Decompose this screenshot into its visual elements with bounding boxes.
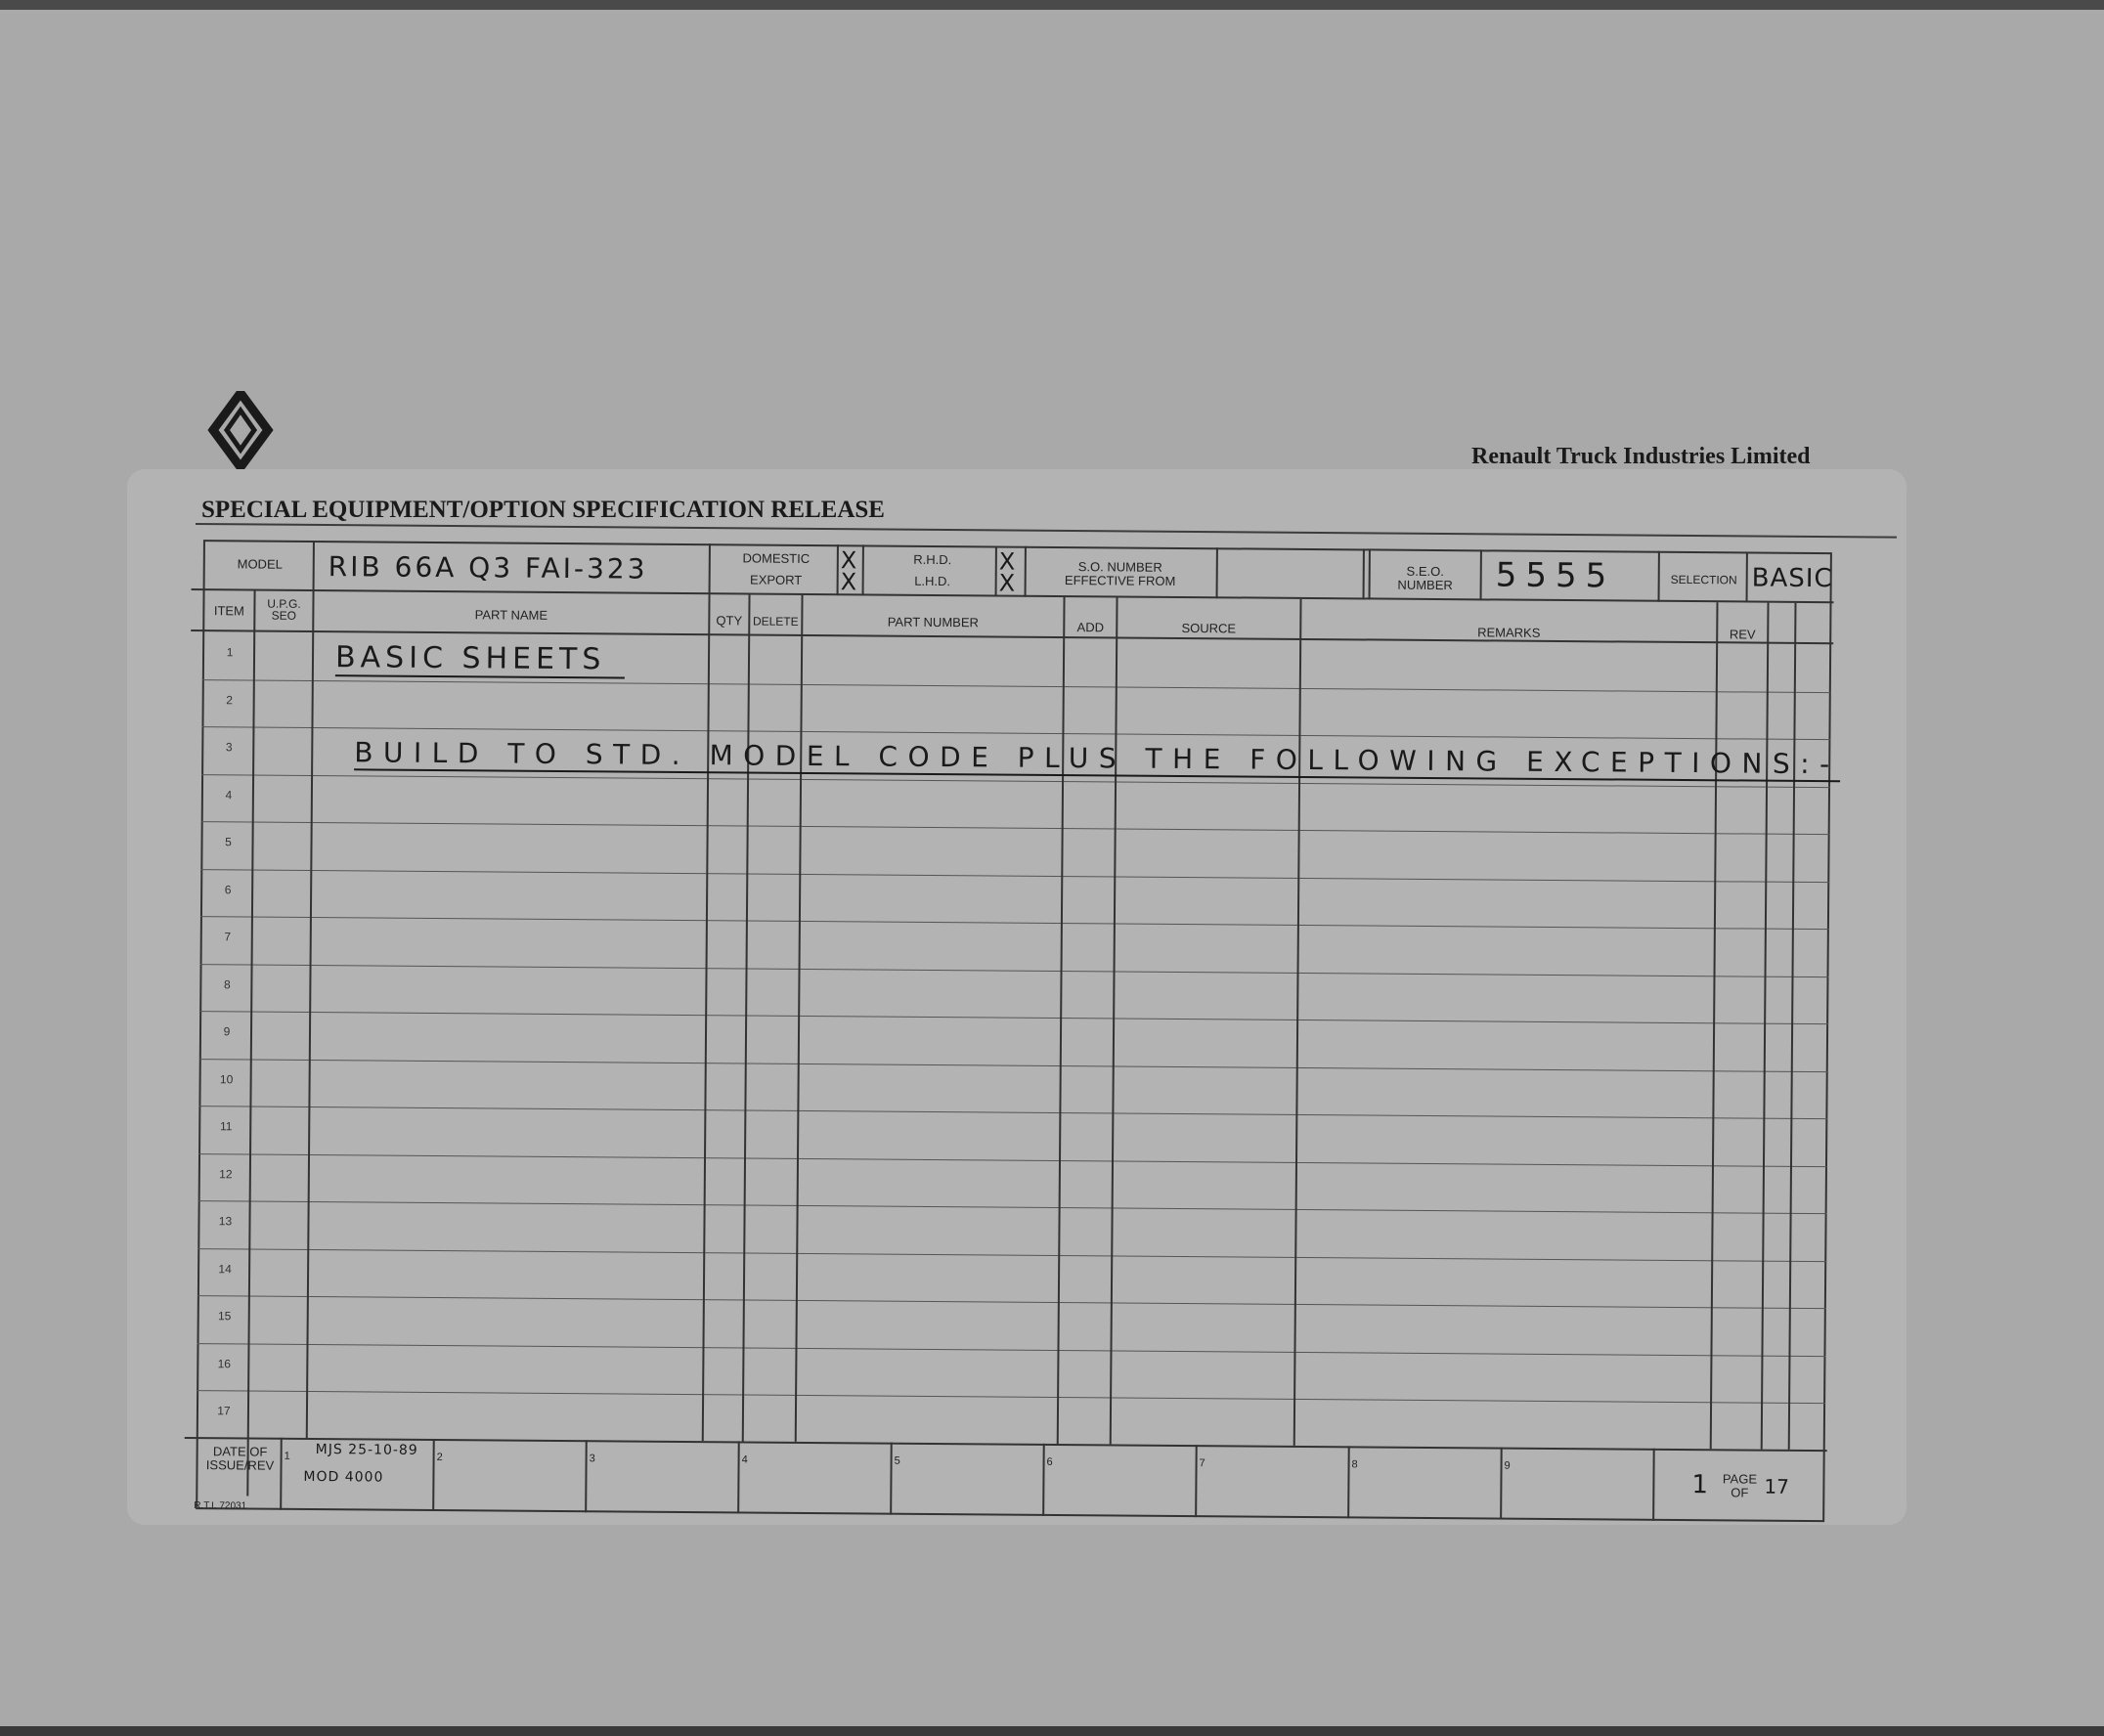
date-of-label: DATE OF [212,1444,268,1459]
row-number: 11 [219,1119,233,1134]
row-number: 2 [226,692,234,707]
issue-slot-number: 5 [894,1454,900,1467]
header-divider [1658,551,1660,602]
part-number-header: PART NUMBER [887,614,979,630]
model-label: MODEL [237,556,283,572]
export-checkbox[interactable]: X [840,568,857,596]
header-divider [709,543,711,594]
issue-slot-number: 4 [741,1454,748,1466]
header-divider [1025,546,1027,597]
row-number: 17 [217,1404,231,1418]
issue-slot-number: 1 [284,1450,290,1462]
export-label: EXPORT [749,572,803,587]
of-label: OF [1731,1485,1749,1500]
issue-1-date: MJS 25-10-89 [315,1442,418,1458]
page-label: PAGE [1722,1471,1758,1487]
header-divider [313,541,315,591]
company-name: Renault Truck Industries Limited [1471,444,1811,469]
header-divider [1363,548,1365,599]
specification-form [184,536,1840,1526]
line-3-entry[interactable]: BUILD TO STD. MODEL CODE PLUS THE FOLLOWING EXCEPTIONS:- [354,736,1840,781]
row-number: 5 [225,835,232,849]
qty-header: QTY [716,613,743,629]
issue-slot-number: 3 [589,1453,595,1465]
issue-slot-number: 2 [436,1451,443,1464]
row-number: 15 [217,1309,232,1324]
effective-from-label: EFFECTIVE FROM [1064,573,1176,588]
part-name-header: PART NAME [474,607,548,623]
seo-number-label: NUMBER [1397,577,1453,593]
lhd-label: L.H.D. [914,573,951,589]
rhd-label: R.H.D. [913,551,952,568]
delete-header: DELETE [752,614,799,629]
row-number: 7 [224,930,232,944]
selection-value[interactable]: BASIC [1751,563,1833,594]
form-title: SPECIAL EQUIPMENT/OPTION SPECIFICATION RELEASE [201,497,885,523]
add-header: ADD [1076,620,1105,635]
header-divider [1746,551,1748,602]
issue-slot-number: 8 [1351,1458,1358,1471]
issue-rev-label: ISSUE/REV [205,1457,275,1473]
seo-number-value[interactable]: 5555 [1495,555,1616,596]
row-number: 6 [224,882,232,896]
upg-header: U.P.G. [267,596,301,611]
form-border [196,540,1832,1522]
header-divider [1480,549,1482,600]
row-number: 10 [219,1071,234,1086]
header-divider [1369,548,1371,599]
row-number: 14 [218,1261,232,1276]
model-value[interactable]: RIB 66A Q3 FAI-323 [328,550,648,586]
issue-slot-number: 6 [1046,1455,1053,1468]
row-number: 13 [218,1214,233,1229]
row-number: 9 [223,1024,231,1039]
row-number: 3 [225,740,233,755]
so-number-label: S.O. NUMBER [1077,559,1162,575]
scan-bottom-edge [0,1726,2104,1736]
page-total: 17 [1764,1474,1789,1498]
source-header: SOURCE [1181,620,1237,636]
seo-label: S.E.O. [1406,563,1444,580]
row-number: 12 [219,1166,233,1181]
rhd-checkbox[interactable]: X [998,547,1016,576]
remarks-header: REMARKS [1477,625,1541,640]
renault-logo-icon [207,391,274,469]
seo-col-header: SEO [271,608,297,623]
header-divider [1216,547,1218,598]
domestic-checkbox[interactable]: X [840,546,857,575]
header-divider [862,544,864,595]
domestic-label: DOMESTIC [742,550,811,566]
page-number: 1 [1691,1470,1709,1500]
header-divider [995,545,997,596]
row-number: 16 [217,1356,232,1370]
lhd-checkbox[interactable]: X [998,569,1016,597]
line-1-entry[interactable]: BASIC SHEETS [335,640,626,678]
issue-slot-number: 9 [1504,1459,1511,1472]
issue-slot-number: 7 [1199,1457,1205,1470]
scan-top-edge [0,0,2104,10]
row-number: 1 [226,645,234,660]
selection-label: SELECTION [1670,572,1737,587]
form-number: R.T.I. 72031 [194,1500,247,1512]
row-number: 8 [223,976,231,991]
row-number: 4 [225,787,233,802]
rev-header: REV [1729,627,1756,642]
header-divider [837,544,839,595]
item-header: ITEM [213,603,244,619]
issue-1-ref: MOD 4000 [303,1468,384,1486]
